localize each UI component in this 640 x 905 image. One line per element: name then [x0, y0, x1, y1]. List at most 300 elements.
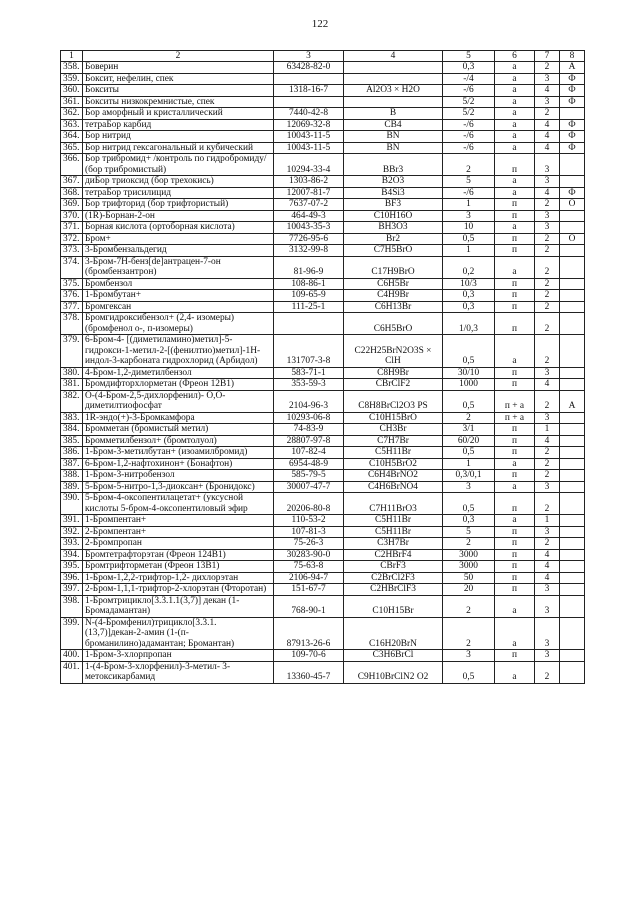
- formula: C10H5BrO2: [344, 458, 443, 470]
- effect-feature: Ф: [560, 96, 585, 108]
- effect-feature: [560, 447, 585, 459]
- row-number: 384.: [61, 424, 83, 436]
- cas-number: 28807-97-8: [274, 435, 344, 447]
- limit-value: 3: [443, 210, 495, 222]
- effect-feature: [560, 650, 585, 662]
- hazard-class: 1: [535, 515, 560, 527]
- formula: C10H16O: [344, 210, 443, 222]
- aggregate-state: п: [495, 313, 535, 335]
- formula: C5H11Br: [344, 515, 443, 527]
- table-row: [61, 572, 585, 584]
- effect-feature: [560, 561, 585, 573]
- aggregate-state: п: [495, 233, 535, 245]
- aggregate-state: п: [495, 470, 535, 482]
- row-number: 393.: [61, 538, 83, 550]
- cas-number: 74-83-9: [274, 424, 344, 436]
- row-number: 382.: [61, 390, 83, 412]
- row-number: 360.: [61, 85, 83, 97]
- effect-feature: [560, 526, 585, 538]
- formula: C6H5Br: [344, 278, 443, 290]
- formula: C3H6BrCl: [344, 650, 443, 662]
- hazard-class: 4: [535, 572, 560, 584]
- row-number: 394.: [61, 549, 83, 561]
- cas-number: 30007-47-7: [274, 481, 344, 493]
- effect-feature: [560, 256, 585, 278]
- aggregate-state: а: [495, 187, 535, 199]
- row-number: 375.: [61, 278, 83, 290]
- limit-value: 2: [443, 412, 495, 424]
- effect-feature: [560, 176, 585, 188]
- formula: B: [344, 108, 443, 120]
- substance-name: Бор трибромид+ /контроль по гидробромиду/ (бор трибромистый): [83, 154, 274, 176]
- table-row: [61, 561, 585, 573]
- limit-value: -/6: [443, 131, 495, 143]
- limit-value: 3: [443, 650, 495, 662]
- formula: C7H11BrO3: [344, 493, 443, 515]
- aggregate-state: а: [495, 481, 535, 493]
- aggregate-state: п: [495, 154, 535, 176]
- limit-value: 0,5: [443, 233, 495, 245]
- cas-number: 10293-06-8: [274, 412, 344, 424]
- hazard-class: 2: [535, 447, 560, 459]
- table-row: [61, 290, 585, 302]
- formula: BN: [344, 142, 443, 154]
- cas-number: 81-96-9: [274, 256, 344, 278]
- limit-value: 10/3: [443, 278, 495, 290]
- formula: C5H11Br: [344, 447, 443, 459]
- aggregate-state: а: [495, 595, 535, 617]
- table-row: [61, 85, 585, 97]
- limit-value: 0,5: [443, 661, 495, 683]
- hazard-class: 2: [535, 335, 560, 368]
- table-row: [61, 222, 585, 234]
- cas-number: 63428-82-0: [274, 62, 344, 74]
- row-number: 378.: [61, 313, 83, 335]
- limit-value: 2: [443, 617, 495, 650]
- aggregate-state: а: [495, 142, 535, 154]
- effect-feature: [560, 617, 585, 650]
- formula: B4Si3: [344, 187, 443, 199]
- formula: CB4: [344, 119, 443, 131]
- formula: Al2O3 × H2O: [344, 85, 443, 97]
- effect-feature: Ф: [560, 142, 585, 154]
- cas-number: 109-65-9: [274, 290, 344, 302]
- limit-value: 2: [443, 595, 495, 617]
- substance-name: 1-Бром-3-хлорпропан: [83, 650, 274, 662]
- formula: C2HBrF4: [344, 549, 443, 561]
- table-row: [61, 278, 585, 290]
- limit-value: 1000: [443, 379, 495, 391]
- limit-value: 2: [443, 154, 495, 176]
- limit-value: 50: [443, 572, 495, 584]
- row-number: 388.: [61, 470, 83, 482]
- table-body: [61, 62, 585, 684]
- formula: C7H5BrO: [344, 245, 443, 257]
- formula: BN: [344, 131, 443, 143]
- table-row: [61, 584, 585, 596]
- aggregate-state: п: [495, 379, 535, 391]
- effect-feature: [560, 572, 585, 584]
- aggregate-state: п: [495, 584, 535, 596]
- aggregate-state: а: [495, 458, 535, 470]
- table-row: [61, 412, 585, 424]
- effect-feature: А: [560, 62, 585, 74]
- aggregate-state: а: [495, 62, 535, 74]
- limit-value: 3/1: [443, 424, 495, 436]
- cas-number: 12069-32-8: [274, 119, 344, 131]
- formula: C22H25BrN2O3S × ClH: [344, 335, 443, 368]
- cas-number: 107-81-3: [274, 526, 344, 538]
- aggregate-state: а: [495, 661, 535, 683]
- hazard-class: 4: [535, 131, 560, 143]
- limit-value: 60/20: [443, 435, 495, 447]
- hazard-class: 3: [535, 210, 560, 222]
- row-number: 373.: [61, 245, 83, 257]
- limit-value: -/6: [443, 142, 495, 154]
- cas-number: 111-25-1: [274, 301, 344, 313]
- column-header: 1: [61, 51, 83, 62]
- limit-value: 1: [443, 199, 495, 211]
- aggregate-state: п: [495, 447, 535, 459]
- formula: B2O3: [344, 176, 443, 188]
- table-row: [61, 233, 585, 245]
- table-row: [61, 661, 585, 683]
- table-row: [61, 119, 585, 131]
- substance-name: 1-Бром-1,2,2-трифтор-1,2- дихлорэтан: [83, 572, 274, 584]
- formula: CH3Br: [344, 424, 443, 436]
- effect-feature: [560, 412, 585, 424]
- hazard-class: 3: [535, 367, 560, 379]
- table-row: [61, 176, 585, 188]
- limit-value: 5/2: [443, 96, 495, 108]
- substance-name: Бор нитрид: [83, 131, 274, 143]
- cas-number: 10043-11-5: [274, 131, 344, 143]
- row-number: 381.: [61, 379, 83, 391]
- hazard-class: 2: [535, 493, 560, 515]
- substance-name: Бромтрифторметан (Фреон 13В1): [83, 561, 274, 573]
- limit-value: 0,3: [443, 290, 495, 302]
- limit-value: -/4: [443, 73, 495, 85]
- hazard-class: 4: [535, 379, 560, 391]
- hazard-class: 4: [535, 119, 560, 131]
- hazard-class: 4: [535, 561, 560, 573]
- hazard-class: 3: [535, 96, 560, 108]
- formula: C5H11Br: [344, 526, 443, 538]
- aggregate-state: п: [495, 493, 535, 515]
- substance-name: Бромтетрафторэтан (Фреон 124В1): [83, 549, 274, 561]
- column-header: 2: [83, 51, 274, 62]
- substance-name: Бромметилбензол+ (бромтолуол): [83, 435, 274, 447]
- hazard-class: 3: [535, 222, 560, 234]
- substance-name: Бром+: [83, 233, 274, 245]
- limit-value: 0,3: [443, 515, 495, 527]
- hazard-class: 2: [535, 301, 560, 313]
- table-row: [61, 447, 585, 459]
- substance-name: 1-Бром-3-нитробензол: [83, 470, 274, 482]
- effect-feature: [560, 210, 585, 222]
- formula: C8H8BrCl2O3 PS: [344, 390, 443, 412]
- hazard-class: 4: [535, 142, 560, 154]
- substance-name: Бор трифторид (бор трифтористый): [83, 199, 274, 211]
- substance-name: 1-Бром-3-метилбутан+ (изоамилбромид): [83, 447, 274, 459]
- limit-value: 3: [443, 481, 495, 493]
- cas-number: 2104-96-3: [274, 390, 344, 412]
- effect-feature: [560, 245, 585, 257]
- substance-name: Бромгидроксибензол+ (2,4- изомеры) (бромфенол о-, п-изомеры): [83, 313, 274, 335]
- row-number: 389.: [61, 481, 83, 493]
- cas-number: 131707-3-8: [274, 335, 344, 368]
- aggregate-state: а: [495, 73, 535, 85]
- hazard-class: 2: [535, 245, 560, 257]
- row-number: 379.: [61, 335, 83, 368]
- formula: C3H7Br: [344, 538, 443, 550]
- table-row: [61, 367, 585, 379]
- table-row: [61, 199, 585, 211]
- table-row: [61, 435, 585, 447]
- limit-value: 1: [443, 458, 495, 470]
- column-header: 6: [495, 51, 535, 62]
- table-row: [61, 549, 585, 561]
- cas-number: 10294-33-4: [274, 154, 344, 176]
- hazard-class: 3: [535, 650, 560, 662]
- row-number: 396.: [61, 572, 83, 584]
- row-number: 367.: [61, 176, 83, 188]
- substance-name: 6-Бром-4- [(диметиламино)метил]-5-гидрокси-1-метил-2-[(фенилтио)метил]-1H-индол-3-карбоната гидрохлорид (Арбидол): [83, 335, 274, 368]
- limit-value: 0,5: [443, 493, 495, 515]
- substance-name: Бокситы: [83, 85, 274, 97]
- aggregate-state: п: [495, 301, 535, 313]
- column-header: 5: [443, 51, 495, 62]
- formula: CBrF3: [344, 561, 443, 573]
- cas-number: 10043-35-3: [274, 222, 344, 234]
- table-row: [61, 301, 585, 313]
- column-header: 4: [344, 51, 443, 62]
- column-header: 3: [274, 51, 344, 62]
- limit-value: 20: [443, 584, 495, 596]
- aggregate-state: а: [495, 515, 535, 527]
- hazard-class: 2: [535, 233, 560, 245]
- formula: [344, 96, 443, 108]
- substance-name: 1-Бромбутан+: [83, 290, 274, 302]
- hazard-class: 3: [535, 526, 560, 538]
- table-row: [61, 526, 585, 538]
- substance-name: Бор нитрид гексагональный и кубический: [83, 142, 274, 154]
- column-header: 8: [560, 51, 585, 62]
- effect-feature: [560, 278, 585, 290]
- aggregate-state: п: [495, 290, 535, 302]
- substance-name: Бор аморфный и кристаллический: [83, 108, 274, 120]
- row-number: 398.: [61, 595, 83, 617]
- hazard-class: 4: [535, 435, 560, 447]
- cas-number: 87913-26-6: [274, 617, 344, 650]
- aggregate-state: а: [495, 176, 535, 188]
- row-number: 359.: [61, 73, 83, 85]
- aggregate-state: п: [495, 210, 535, 222]
- substance-name: (1R)-Борнан-2-он: [83, 210, 274, 222]
- formula: C6H5BrO: [344, 313, 443, 335]
- table-row: [61, 154, 585, 176]
- effect-feature: [560, 424, 585, 436]
- cas-number: [274, 313, 344, 335]
- substance-name: O-(4-Бром-2,5-дихлорфенил)- O,O-диметилтиофосфат: [83, 390, 274, 412]
- row-number: 368.: [61, 187, 83, 199]
- table-row: [61, 73, 585, 85]
- limit-value: 0,2: [443, 256, 495, 278]
- hazard-class: 2: [535, 470, 560, 482]
- aggregate-state: п: [495, 526, 535, 538]
- cas-number: 7726-95-6: [274, 233, 344, 245]
- row-number: 401.: [61, 661, 83, 683]
- effect-feature: [560, 313, 585, 335]
- row-number: 364.: [61, 131, 83, 143]
- effect-feature: [560, 470, 585, 482]
- cas-number: 12007-81-7: [274, 187, 344, 199]
- hazard-class: 2: [535, 62, 560, 74]
- effect-feature: Ф: [560, 85, 585, 97]
- effect-feature: [560, 301, 585, 313]
- cas-number: 3132-99-8: [274, 245, 344, 257]
- formula: C2HBrClF3: [344, 584, 443, 596]
- aggregate-state: п: [495, 538, 535, 550]
- aggregate-state: а: [495, 617, 535, 650]
- substance-name: 2-Бромпропан: [83, 538, 274, 550]
- hazard-class: 3: [535, 412, 560, 424]
- effect-feature: [560, 222, 585, 234]
- substance-name: Бромдифторхлорметан (Фреон 12В1): [83, 379, 274, 391]
- row-number: 371.: [61, 222, 83, 234]
- cas-number: [274, 73, 344, 85]
- effect-feature: [560, 458, 585, 470]
- row-number: 387.: [61, 458, 83, 470]
- substance-name: N-(4-Бромфенил)трицикло[3.3.1.(13,7)]декан-2-амин (1-(п-броманилино)адамантан; Бромантан): [83, 617, 274, 650]
- substance-name: Боксит, нефелин, спек: [83, 73, 274, 85]
- effect-feature: [560, 549, 585, 561]
- row-number: 399.: [61, 617, 83, 650]
- cas-number: 75-26-3: [274, 538, 344, 550]
- substance-name: Борная кислота (ортоборная кислота): [83, 222, 274, 234]
- row-number: 374.: [61, 256, 83, 278]
- limit-value: 2: [443, 538, 495, 550]
- effect-feature: А: [560, 390, 585, 412]
- substance-name: 2-Бромпентан+: [83, 526, 274, 538]
- effect-feature: [560, 584, 585, 596]
- substance-name: 5-Бром-5-нитро-1,3-диоксан+ (Бронидокс): [83, 481, 274, 493]
- aggregate-state: п: [495, 367, 535, 379]
- substance-table: [60, 50, 585, 684]
- hazard-class: 3: [535, 73, 560, 85]
- substance-name: Бромгексан: [83, 301, 274, 313]
- formula: C6H4BrNO2: [344, 470, 443, 482]
- cas-number: 75-63-8: [274, 561, 344, 573]
- row-number: 366.: [61, 154, 83, 176]
- aggregate-state: п: [495, 650, 535, 662]
- table-header-row: [61, 51, 585, 62]
- effect-feature: О: [560, 233, 585, 245]
- aggregate-state: п: [495, 245, 535, 257]
- limit-value: 1: [443, 245, 495, 257]
- table-row: [61, 617, 585, 650]
- effect-feature: [560, 661, 585, 683]
- effect-feature: [560, 379, 585, 391]
- table-row: [61, 313, 585, 335]
- formula: BBr3: [344, 154, 443, 176]
- effect-feature: [560, 515, 585, 527]
- effect-feature: [560, 290, 585, 302]
- hazard-class: 3: [535, 617, 560, 650]
- formula: C4H9Br: [344, 290, 443, 302]
- formula: C16H20BrN: [344, 617, 443, 650]
- hazard-class: 3: [535, 176, 560, 188]
- substance-name: диБор триоксид (бор трехокись): [83, 176, 274, 188]
- aggregate-state: п: [495, 561, 535, 573]
- cas-number: 151-67-7: [274, 584, 344, 596]
- substance-name: Боверин: [83, 62, 274, 74]
- hazard-class: 2: [535, 538, 560, 550]
- effect-feature: [560, 367, 585, 379]
- cas-number: 2106-94-7: [274, 572, 344, 584]
- cas-number: 7440-42-8: [274, 108, 344, 120]
- substance-name: 1-(4-Бром-3-хлорфенил)-3-метил- 3-метоксикарбамид: [83, 661, 274, 683]
- substance-name: 1-Бромтрицикло[3.3.1.1(3,7)] декан (1-Бромадамантан): [83, 595, 274, 617]
- cas-number: 110-53-2: [274, 515, 344, 527]
- substance-name: 6-Бром-1,2-нафтохинон+ (Бонафтон): [83, 458, 274, 470]
- aggregate-state: п + а: [495, 390, 535, 412]
- effect-feature: [560, 493, 585, 515]
- table-row: [61, 142, 585, 154]
- hazard-class: 2: [535, 278, 560, 290]
- cas-number: 13360-45-7: [274, 661, 344, 683]
- cas-number: 7637-07-2: [274, 199, 344, 211]
- limit-value: 0,5: [443, 390, 495, 412]
- substance-name: 1R-эндо(+)-3-Бромкамфора: [83, 412, 274, 424]
- limit-value: -/6: [443, 85, 495, 97]
- hazard-class: 3: [535, 154, 560, 176]
- formula: CBrClF2: [344, 379, 443, 391]
- effect-feature: [560, 108, 585, 120]
- table-row: [61, 470, 585, 482]
- limit-value: 5: [443, 176, 495, 188]
- row-number: 390.: [61, 493, 83, 515]
- cas-number: 20206-80-8: [274, 493, 344, 515]
- effect-feature: [560, 481, 585, 493]
- formula: C10H15BrO: [344, 412, 443, 424]
- table-row: [61, 62, 585, 74]
- hazard-class: 4: [535, 85, 560, 97]
- cas-number: 108-86-1: [274, 278, 344, 290]
- aggregate-state: п: [495, 549, 535, 561]
- limit-value: 30/10: [443, 367, 495, 379]
- aggregate-state: п: [495, 278, 535, 290]
- table-row: [61, 187, 585, 199]
- row-number: 372.: [61, 233, 83, 245]
- aggregate-state: п: [495, 199, 535, 211]
- formula: Br2: [344, 233, 443, 245]
- effect-feature: [560, 538, 585, 550]
- aggregate-state: п: [495, 435, 535, 447]
- effect-feature: [560, 435, 585, 447]
- hazard-class: 3: [535, 595, 560, 617]
- limit-value: 5: [443, 526, 495, 538]
- aggregate-state: п: [495, 572, 535, 584]
- hazard-class: 2: [535, 108, 560, 120]
- table-row: [61, 379, 585, 391]
- table-row: [61, 108, 585, 120]
- hazard-class: 2: [535, 458, 560, 470]
- aggregate-state: а: [495, 108, 535, 120]
- formula: BF3: [344, 199, 443, 211]
- substance-name: 3-Бромбензальдегид: [83, 245, 274, 257]
- limit-value: 3000: [443, 549, 495, 561]
